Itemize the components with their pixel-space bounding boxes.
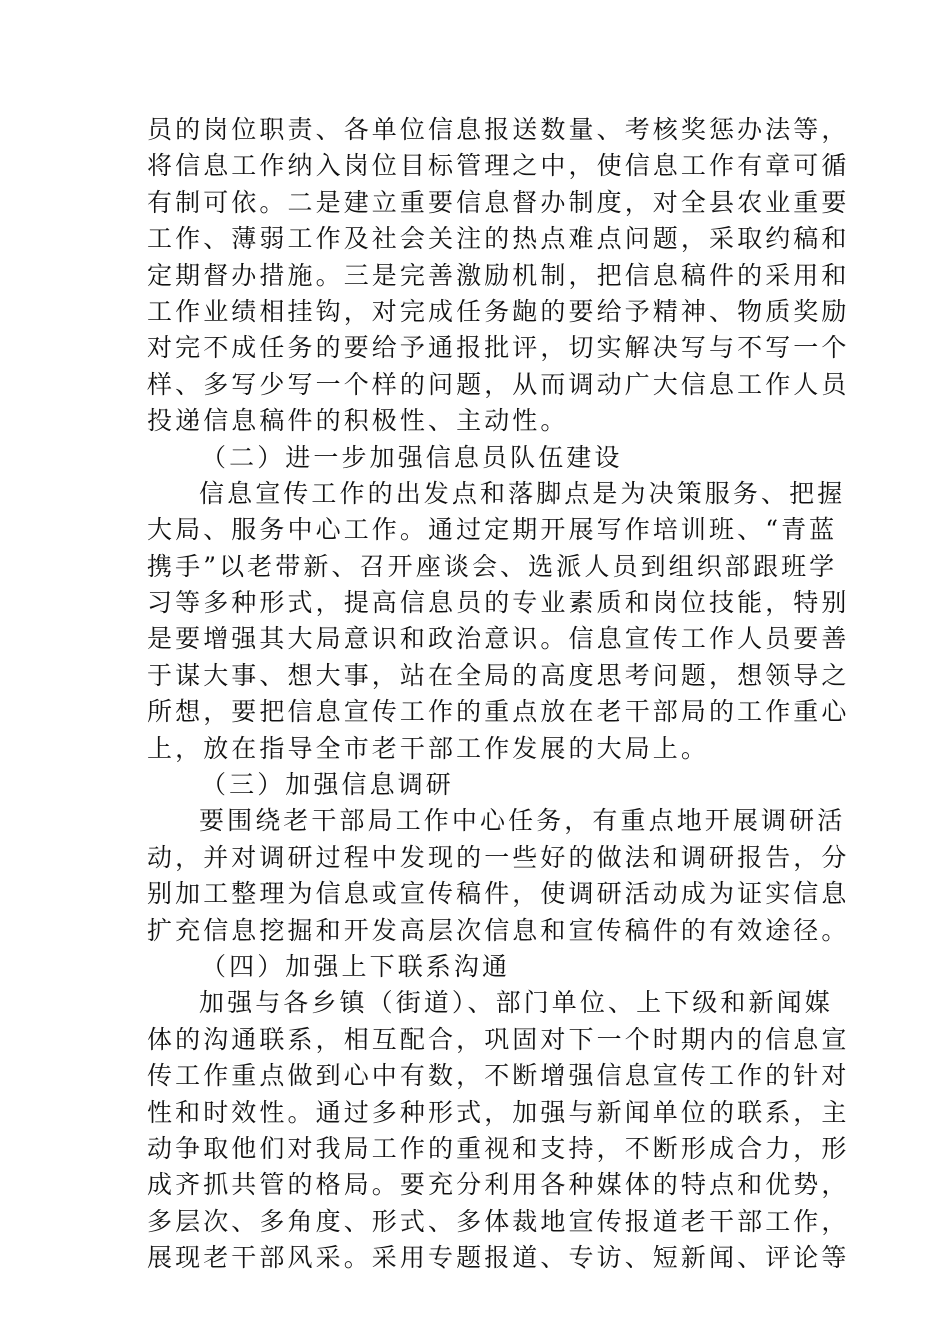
paragraph-line: 别加工整理为信息或宣传稿件，使调研活动成为证实信息 bbox=[147, 879, 850, 909]
paragraph-line: 上，放在指导全市老干部工作发展的大局上。 bbox=[147, 733, 710, 763]
paragraph-line: 定期督办措施。三是完善激励机制，把信息稿件的采用和 bbox=[147, 260, 850, 290]
paragraph-line: 展现老干部风采。采用专题报道、专访、短新闻、评论等 bbox=[147, 1243, 850, 1273]
paragraph-line: 多层次、多角度、形式、多体裁地宣传报道老干部工作， bbox=[147, 1206, 850, 1236]
document-body bbox=[147, 112, 850, 1277]
section-heading: （三）加强信息调研 bbox=[201, 770, 454, 800]
paragraph-line: 将信息工作纳入岗位目标管理之中，使信息工作有章可循 bbox=[147, 151, 850, 181]
paragraph-line: 动争取他们对我局工作的重视和支持，不断形成合力，形 bbox=[147, 1133, 850, 1163]
paragraph-line: 加强与各乡镇（街道）、部门单位、上下级和新闻媒 bbox=[199, 988, 833, 1018]
paragraph-line: 习等多种形式，提高信息员的专业素质和岗位技能，特别 bbox=[147, 588, 850, 618]
paragraph-line: 动，并对调研过程中发现的一些好的做法和调研报告，分 bbox=[147, 842, 850, 872]
section-heading: （二）进一步加强信息员队伍建设 bbox=[201, 442, 623, 472]
section-heading: （四）加强上下联系沟通 bbox=[201, 951, 511, 981]
paragraph-line: 对完不成任务的要给予通报批评，切实解决写与不写一个 bbox=[147, 333, 850, 363]
paragraph-line: 体的沟通联系，相互配合，巩固对下一个时期内的信息宣 bbox=[147, 1024, 850, 1054]
paragraph-line: 工作业绩相挂钩，对完成任务龅的要给予精神、物质奖励 bbox=[147, 296, 850, 326]
paragraph-line: 大局、服务中心工作。通过定期开展写作培训班、“青蓝 bbox=[147, 515, 838, 545]
paragraph-line: 员的岗位职责、各单位信息报送数量、考核奖惩办法等， bbox=[147, 115, 850, 144]
paragraph-line: 于谋大事、想大事，站在全局的高度思考问题，想领导之 bbox=[147, 660, 850, 690]
paragraph-line: 信息宣传工作的出发点和落脚点是为决策服务、把握 bbox=[199, 478, 846, 508]
paragraph-line: 样、多写少写一个样的问题，从而调动广大信息工作人员 bbox=[147, 369, 850, 399]
paragraph-line: 所想，要把信息宣传工作的重点放在老干部局的工作重心 bbox=[147, 697, 850, 727]
paragraph-line: 要围绕老干部局工作中心任务，有重点地开展调研活 bbox=[199, 806, 846, 836]
paragraph-line: 是要增强其大局意识和政治意识。信息宣传工作人员要善 bbox=[147, 624, 850, 654]
paragraph-line: 扩充信息挖掘和开发高层次信息和宣传稿件的有效途径。 bbox=[147, 915, 850, 945]
paragraph-line: 投递信息稿件的积极性、主动性。 bbox=[147, 406, 569, 436]
paragraph-line: 传工作重点做到心中有数，不断增强信息宣传工作的针对 bbox=[147, 1061, 850, 1091]
paragraph-line: 携手”以老带新、召开座谈会、选派人员到组织部跟班学 bbox=[147, 551, 838, 581]
paragraph-line: 性和时效性。通过多种形式，加强与新闻单位的联系，主 bbox=[147, 1097, 850, 1127]
paragraph-line: 工作、薄弱工作及社会关注的热点难点问题，采取约稿和 bbox=[147, 224, 850, 254]
paragraph-line: 成齐抓共管的格局。要充分利用各种媒体的特点和优势， bbox=[147, 1170, 850, 1200]
paragraph-line: 有制可依。二是建立重要信息督办制度，对全县农业重要 bbox=[147, 187, 850, 217]
